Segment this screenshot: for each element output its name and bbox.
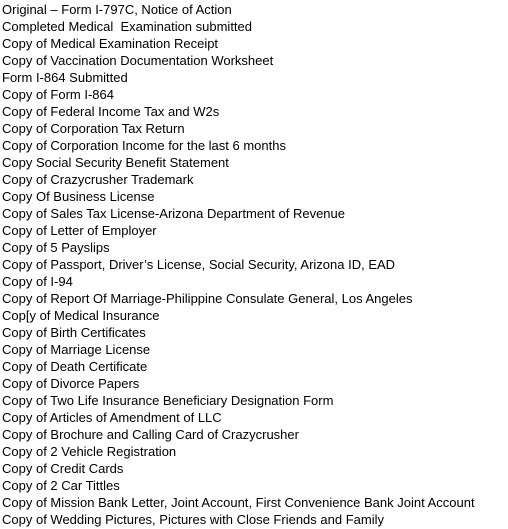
document-line: Copy of Crazycrusher Trademark bbox=[2, 172, 194, 187]
document-line: Copy of 2 Car Tittles bbox=[2, 478, 120, 493]
document-line: Copy of Letter of Employer bbox=[2, 223, 157, 238]
document-line: Copy of I-94 bbox=[2, 274, 73, 289]
document-line: Copy of Corporation Income for the last 6 months bbox=[2, 138, 286, 153]
document-line: Copy of Birth Certificates bbox=[2, 325, 146, 340]
document-line: Copy of Marriage License bbox=[2, 342, 151, 357]
document-line: Copy of Federal Income Tax and W2s bbox=[2, 104, 220, 119]
document-line: Copy Social Security Benefit Statement bbox=[2, 155, 229, 170]
document-line: Copy of Sales Tax License-Arizona Department of Revenue bbox=[2, 206, 346, 221]
document-line: Cop[y of Medical Insurance bbox=[2, 308, 160, 323]
document-line: Copy of Wedding Pictures, Pictures with Close Friends and Family bbox=[2, 512, 384, 527]
document-body bbox=[2, 1, 506, 528]
document-line: Copy of Articles of Amendment of LLC bbox=[2, 410, 222, 425]
document-line: Copy of 2 Vehicle Registration bbox=[2, 444, 177, 459]
document-line: Original – Form I-797C, Notice of Action bbox=[2, 2, 232, 17]
document-line: Copy of 5 Payslips bbox=[2, 240, 110, 255]
document-line: Copy of Form I-864 bbox=[2, 87, 114, 102]
document-line: Copy of Medical Examination Receipt bbox=[2, 36, 219, 51]
document-line: Copy of Mission Bank Letter, Joint Account, First Convenience Bank Joint Account bbox=[2, 495, 475, 510]
document-line: Copy of Two Life Insurance Beneficiary Designation Form bbox=[2, 393, 334, 408]
document-line: Copy of Brochure and Calling Card of Crazycrusher bbox=[2, 427, 299, 442]
document-line: Form I-864 Submitted bbox=[2, 70, 128, 85]
document-line: Copy of Vaccination Documentation Worksheet bbox=[2, 53, 274, 68]
document-line: Copy of Death Certificate bbox=[2, 359, 148, 374]
document-line: Copy of Report Of Marriage-Philippine Consulate General, Los Angeles bbox=[2, 291, 413, 306]
document-line: Completed Medical Examination submitted bbox=[2, 19, 253, 34]
document-line: Copy of Divorce Papers bbox=[2, 376, 140, 391]
document-line: Copy of Credit Cards bbox=[2, 461, 124, 476]
document-line: Copy Of Business License bbox=[2, 189, 155, 204]
document-line: Copy of Corporation Tax Return bbox=[2, 121, 185, 136]
document-line: Copy of Passport, Driver’s License, Social Security, Arizona ID, EAD bbox=[2, 257, 396, 272]
